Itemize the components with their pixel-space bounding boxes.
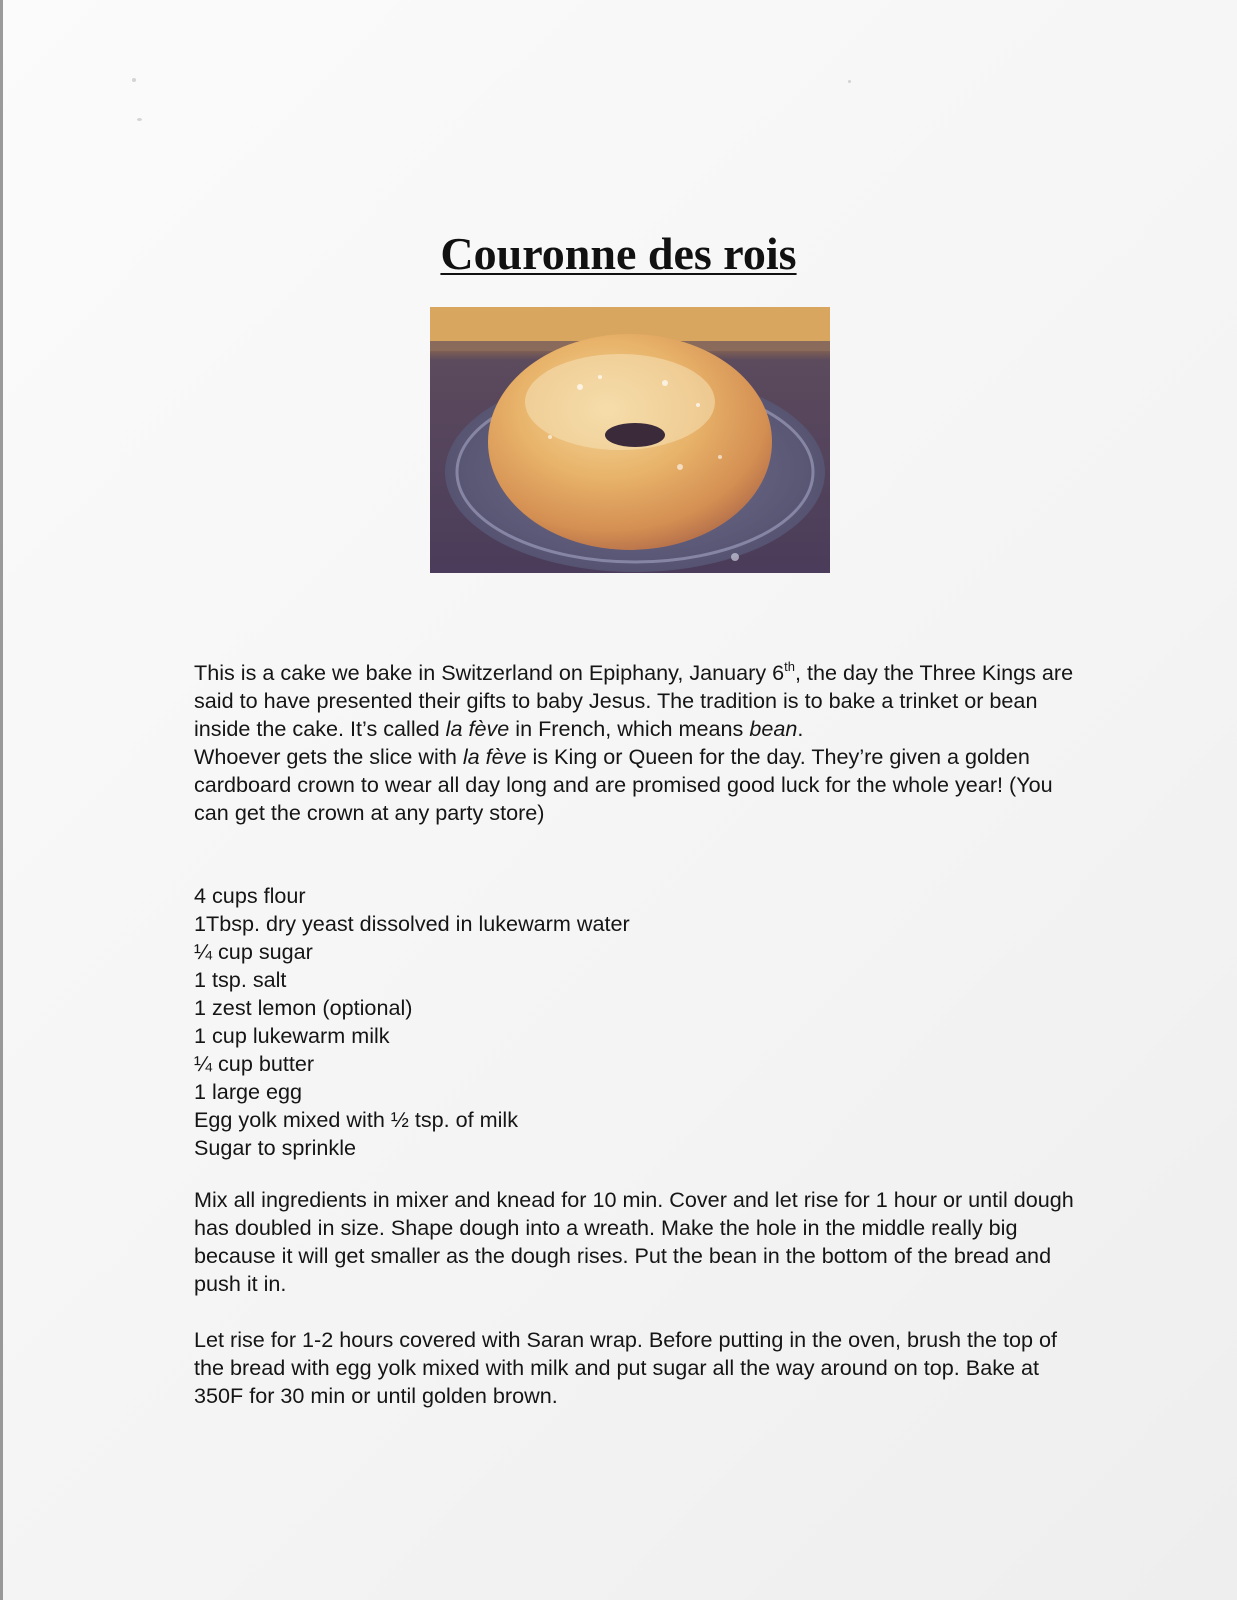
- ingredient-item: 1 zest lemon (optional): [194, 995, 413, 1020]
- ingredient-item: ¼ cup butter: [194, 1051, 315, 1076]
- ring-cake-photo-icon: [430, 307, 830, 573]
- ingredient-item: 1 large egg: [194, 1079, 303, 1104]
- scan-speck: [848, 80, 851, 83]
- ingredient-list: [194, 882, 1074, 1162]
- scan-speck: [137, 118, 142, 121]
- intro-text: [194, 659, 1074, 827]
- page-title: Couronne des rois: [440, 227, 797, 279]
- intro-text-span: in French, which means: [509, 716, 750, 741]
- scan-speck: [132, 78, 136, 82]
- ordinal-suffix: th: [784, 659, 795, 674]
- ingredient-item: 1 tsp. salt: [194, 967, 287, 992]
- instruction-step-1: [194, 1186, 1074, 1298]
- instruction-step-2: [194, 1326, 1074, 1410]
- ingredient-item: 1Tbsp. dry yeast dissolved in lukewarm water: [194, 911, 630, 936]
- intro-paragraph-2: [194, 743, 1074, 827]
- instruction-text: Mix all ingredients in mixer and knead for 10 min. Cover and let rise for 1 hour or until dough has doubled in size. Shape dough into a wreath. Make the hole in the middle really big because it will get smaller as the dough rises. Put the bean in the bottom of the bread and push it in.: [194, 1187, 1074, 1296]
- instruction-text: Let rise for 1-2 hours covered with Saran wrap. Before putting in the oven, brush the top of the bread with egg yolk mixed with milk and put sugar all the way around on top. Bake at 350F for 30 min or until golden brown.: [194, 1327, 1058, 1408]
- ingredient-item: Egg yolk mixed with ½ tsp. of milk: [194, 1107, 519, 1132]
- intro-text-span: is King or Queen for the day. They’re given a golden cardboard crown to wear all day long and are promised good luck for the whole year! (You can get the crown at any party store): [194, 744, 1053, 825]
- ingredient-item: ¼ cup sugar: [194, 939, 313, 964]
- intro-text-span: , the day the Three Kings are said to have presented their gifts to baby Jesus. The tradition is to bake a trinket or bean inside the cake. It’s called: [194, 660, 1074, 741]
- ingredient-item: 1 cup lukewarm milk: [194, 1023, 390, 1048]
- intro-text-span: This is a cake we bake in Switzerland on Epiphany, January 6: [194, 660, 785, 685]
- intro-italic-term: bean: [749, 716, 798, 741]
- intro-italic-term: la fève: [462, 744, 527, 769]
- intro-text-span: .: [797, 716, 804, 741]
- intro-text-span: Whoever gets the slice with: [194, 744, 463, 769]
- intro-italic-term: la fève: [445, 716, 510, 741]
- intro-paragraph-1: [194, 659, 1074, 743]
- ingredient-item: 4 cups flour: [194, 883, 306, 908]
- ingredient-item: Sugar to sprinkle: [194, 1135, 357, 1160]
